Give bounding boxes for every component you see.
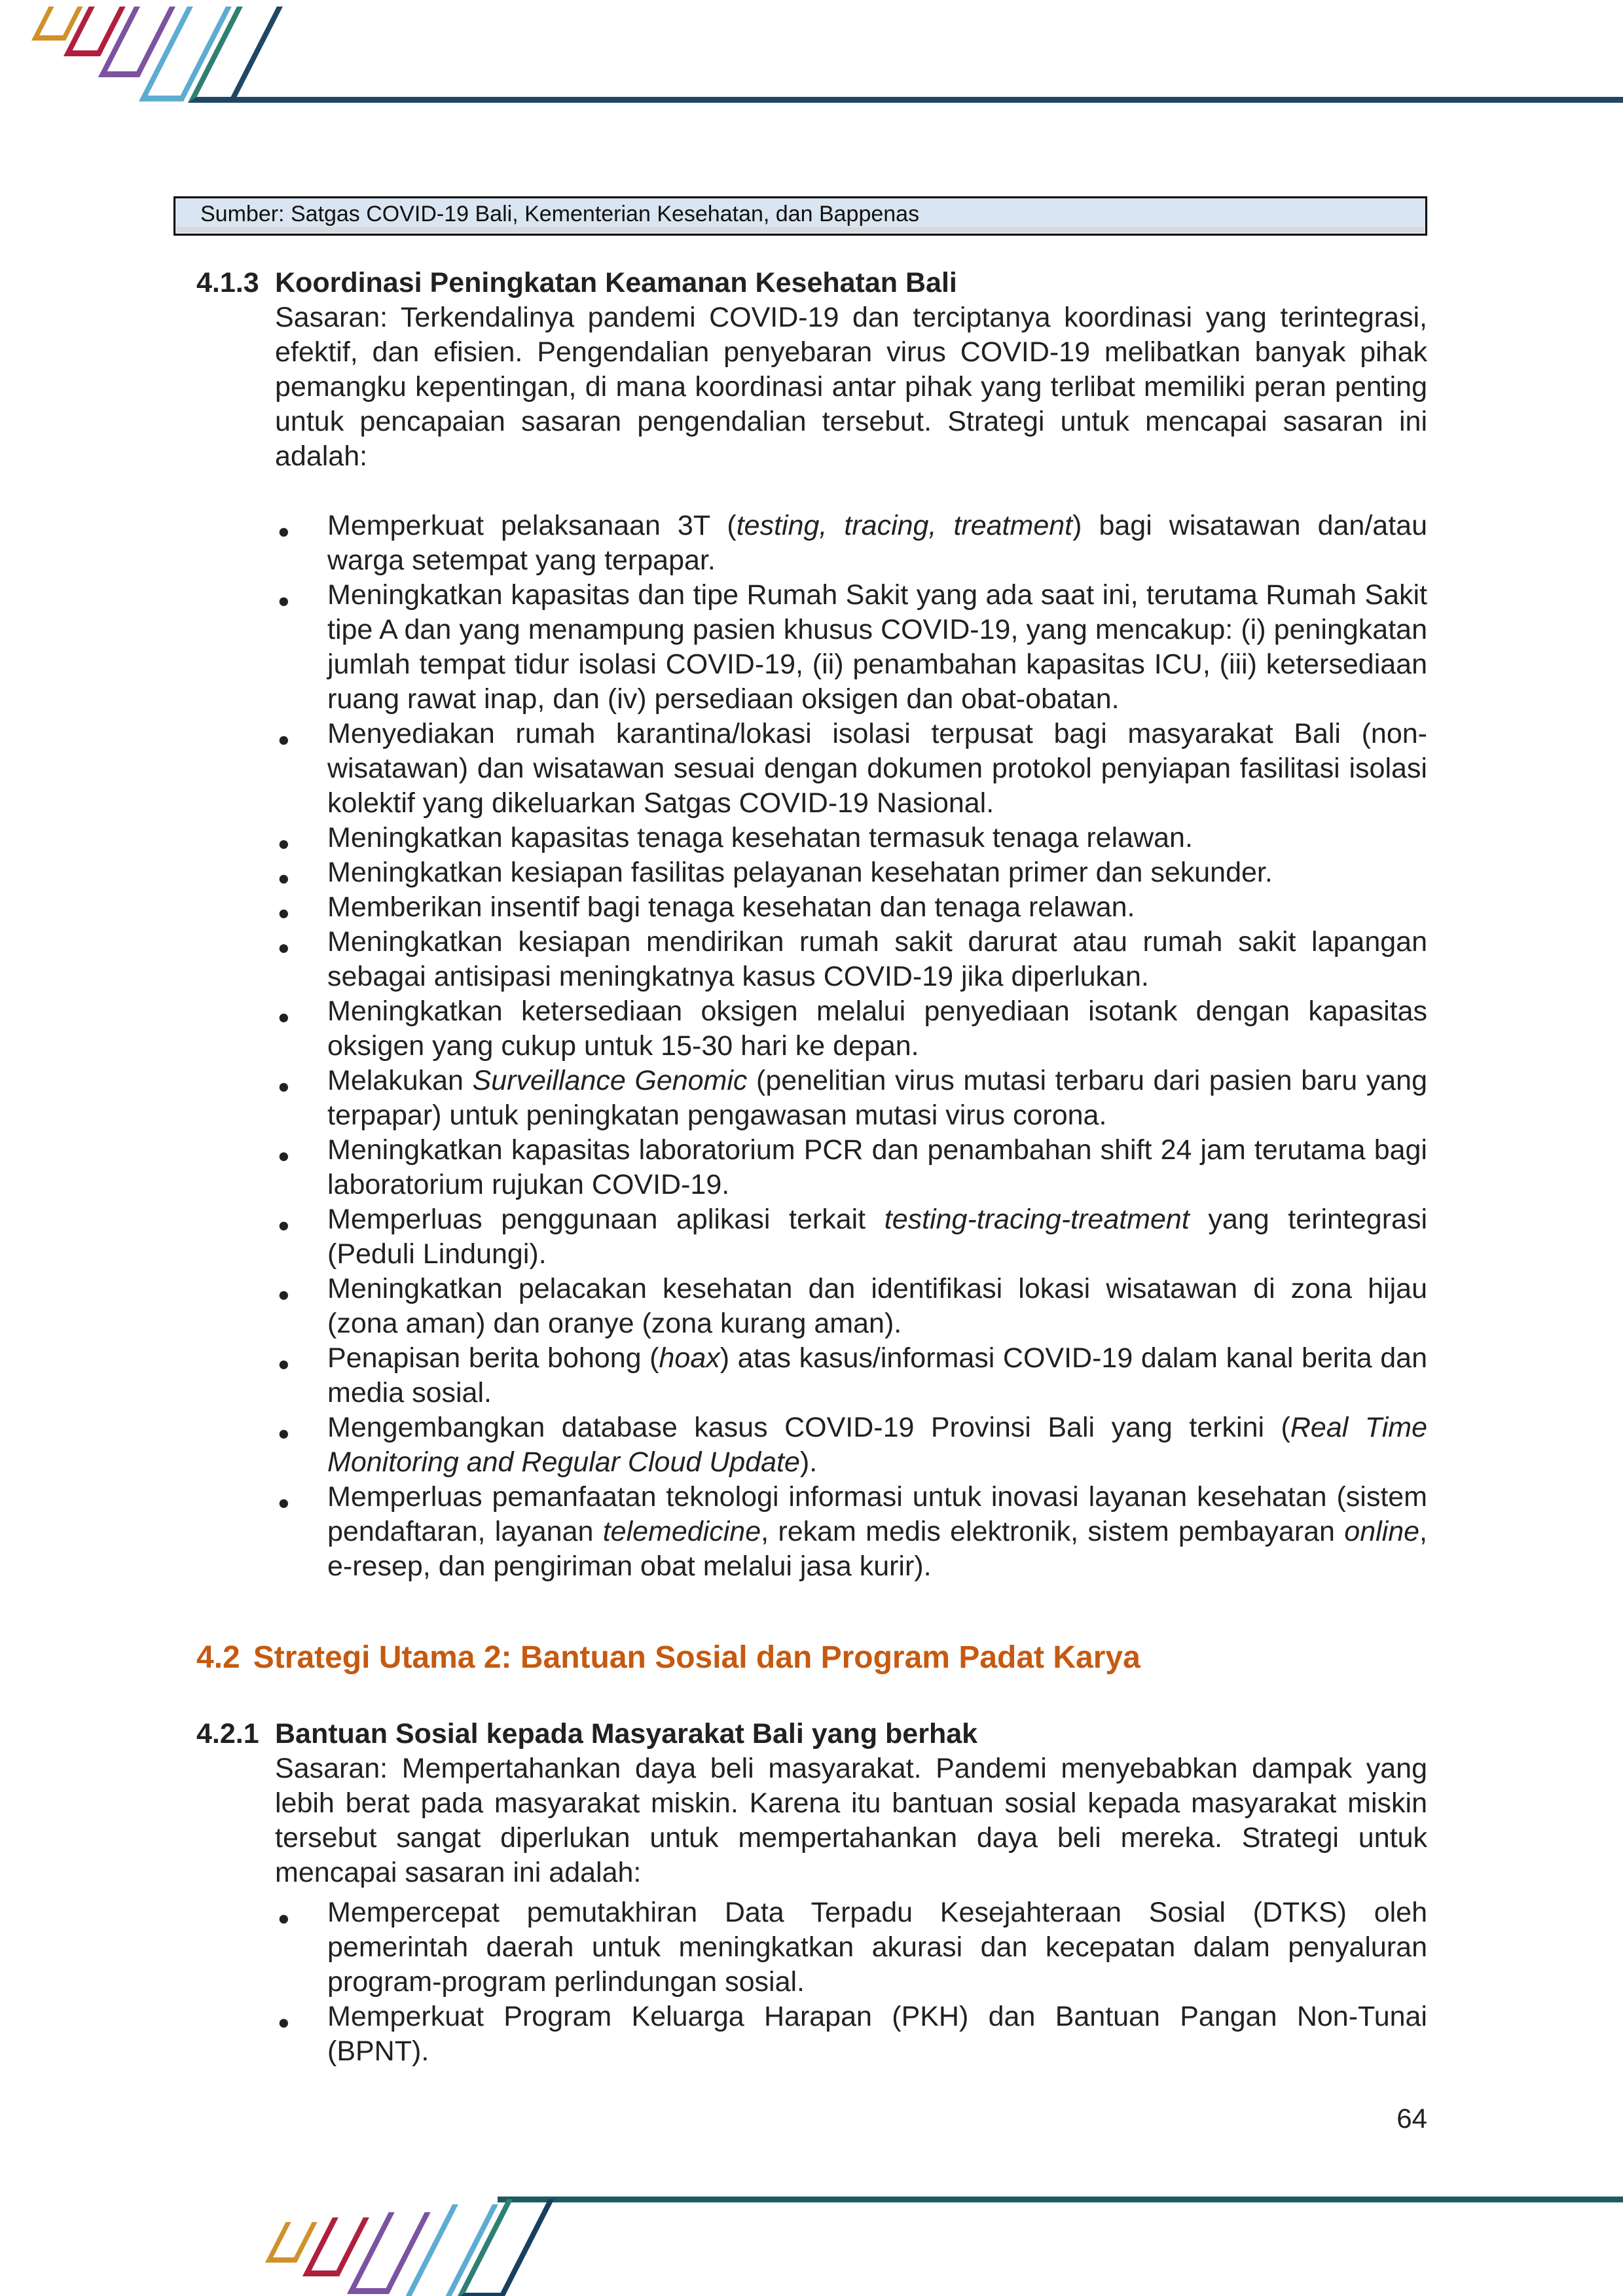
list-item: ● Memperkuat pelaksanaan 3T (testing, tracing, treatment) bagi wisatawan dan/atau warga setempat yang terpapar. [275, 509, 1427, 578]
list-item: ● Meningkatkan kapasitas tenaga kesehatan termasuk tenaga relawan. [275, 821, 1427, 855]
list-item: ● Memperluas penggunaan aplikasi terkait testing-tracing-treatment yang terintegrasi (Peduli Lindungi). [275, 1202, 1427, 1272]
section-4-2-1 [196, 1717, 1427, 2069]
section-title: Koordinasi Peningkatan Keamanan Kesehatan Bali [275, 267, 957, 298]
source-box-strip [177, 227, 1424, 232]
list-item: ● Meningkatkan kesiapan mendirikan rumah sakit darurat atau rumah sakit lapangan sebagai antisipasi meningkatnya kasus COVID-19 jika diperlukan. [275, 925, 1427, 994]
section-paragraph: Sasaran: Terkendalinya pandemi COVID-19 dan terciptanya koordinasi yang terintegrasi, efektif, dan efisien. Pengendalian penyebaran virus COVID-19 melibatkan banyak pihak pemangku kepentingan, di mana koordinasi antar pihak yang terlibat memiliki peran penting untuk pencapaian sasaran pengendalian tersebut. Strategi untuk mencapai sasaran ini adalah: [275, 302, 1427, 472]
section-number: 4.1.3 [196, 267, 259, 298]
section-4-2-heading [196, 1640, 1427, 1676]
list-item: ● Memperkuat Program Keluarga Harapan (PKH) dan Bantuan Pangan Non-Tunai (BPNT). [275, 2000, 1427, 2069]
logo-shape-gold [265, 2222, 318, 2263]
list-item: ● Meningkatkan pelacakan kesehatan dan identifikasi lokasi wisatawan di zona hijau (zona aman) dan oranye (zona kurang aman). [275, 1272, 1427, 1341]
list-item: ● Meningkatkan kapasitas dan tipe Rumah Sakit yang ada saat ini, terutama Rumah Sakit tipe A dan yang menampung pasien khusus COVID-19, yang mencakup: (i) peningkatan jumlah tempat tidur isolasi COVID-19, (ii) penambahan kapasitas ICU, (iii) ketersediaan ruang rawat inap, dan (iv) persediaan oksigen dan obat-obatan. [275, 578, 1427, 717]
section-4-1-3 [196, 266, 1427, 1584]
section-heading [196, 1717, 1427, 1751]
header-rule [211, 97, 1623, 103]
source-text: Sumber: Satgas COVID-19 Bali, Kementerian Kesehatan, dan Bappenas [200, 202, 920, 226]
list-item: ● Menyediakan rumah karantina/lokasi isolasi terpusat bagi masyarakat Bali (non-wisatawan) dan wisatawan sesuai dengan dokumen protokol penyiapan fasilitasi isolasi kolektif yang dikeluarkan Satgas COVID-19 Nasional. [275, 717, 1427, 821]
list-item: ● Meningkatkan kesiapan fasilitas pelayanan kesehatan primer dan sekunder. [275, 855, 1427, 890]
bullet-list [275, 1895, 1427, 2069]
section-number: 4.2 [196, 1640, 240, 1675]
section-number: 4.2.1 [196, 1718, 259, 1749]
bullet-list [275, 509, 1427, 1584]
section-heading [196, 266, 1427, 300]
list-item: ● Meningkatkan ketersediaan oksigen melalui penyediaan isotank dengan kapasitas oksigen yang cukup untuk 15-30 hari ke depan. [275, 994, 1427, 1064]
list-item: ● Mengembangkan database kasus COVID-19 Provinsi Bali yang terkini (Real Time Monitoring and Regular Cloud Update). [275, 1410, 1427, 1480]
section-title: Strategi Utama 2: Bantuan Sosial dan Program Padat Karya [253, 1640, 1140, 1675]
list-item: ● Meningkatkan kapasitas laboratorium PCR dan penambahan shift 24 jam terutama bagi laboratorium rujukan COVID-19. [275, 1133, 1427, 1202]
list-item: ● Penapisan berita bohong (hoax) atas kasus/informasi COVID-19 dalam kanal berita dan media sosial. [275, 1341, 1427, 1410]
section-title: Bantuan Sosial kepada Masyarakat Bali yang berhak [275, 1718, 978, 1749]
footer-rule [498, 2197, 1623, 2202]
list-item: ● Melakukan Surveillance Genomic (penelitian virus mutasi terbaru dari pasien baru yang terpapar) untuk peningkatan pengawasan mutasi virus corona. [275, 1064, 1427, 1133]
section-paragraph: Sasaran: Mempertahankan daya beli masyarakat. Pandemi menyebabkan dampak yang lebih berat pada masyarakat miskin. Karena itu bantuan sosial kepada masyarakat miskin tersebut sangat diperlukan untuk mempertahankan daya beli mereka. Strategi untuk mencapai sasaran ini adalah: [275, 1753, 1427, 1888]
list-item: ● Memberikan insentif bagi tenaga kesehatan dan tenaga relawan. [275, 890, 1427, 925]
list-item: ● Mempercepat pemutakhiran Data Terpadu Kesejahteraan Sosial (DTKS) oleh pemerintah daerah untuk meningkatkan akurasi dan kecepatan dalam penyaluran program-program perlindungan sosial. [275, 1895, 1427, 2000]
page-number: 64 [1396, 2103, 1427, 2134]
list-item: ● Memperluas pemanfaatan teknologi informasi untuk inovasi layanan kesehatan (sistem pendaftaran, layanan telemedicine, rekam medis elektronik, sistem pembayaran online, e-resep, dan pengiriman obat melalui jasa kurir). [275, 1480, 1427, 1584]
source-box [173, 196, 1427, 236]
